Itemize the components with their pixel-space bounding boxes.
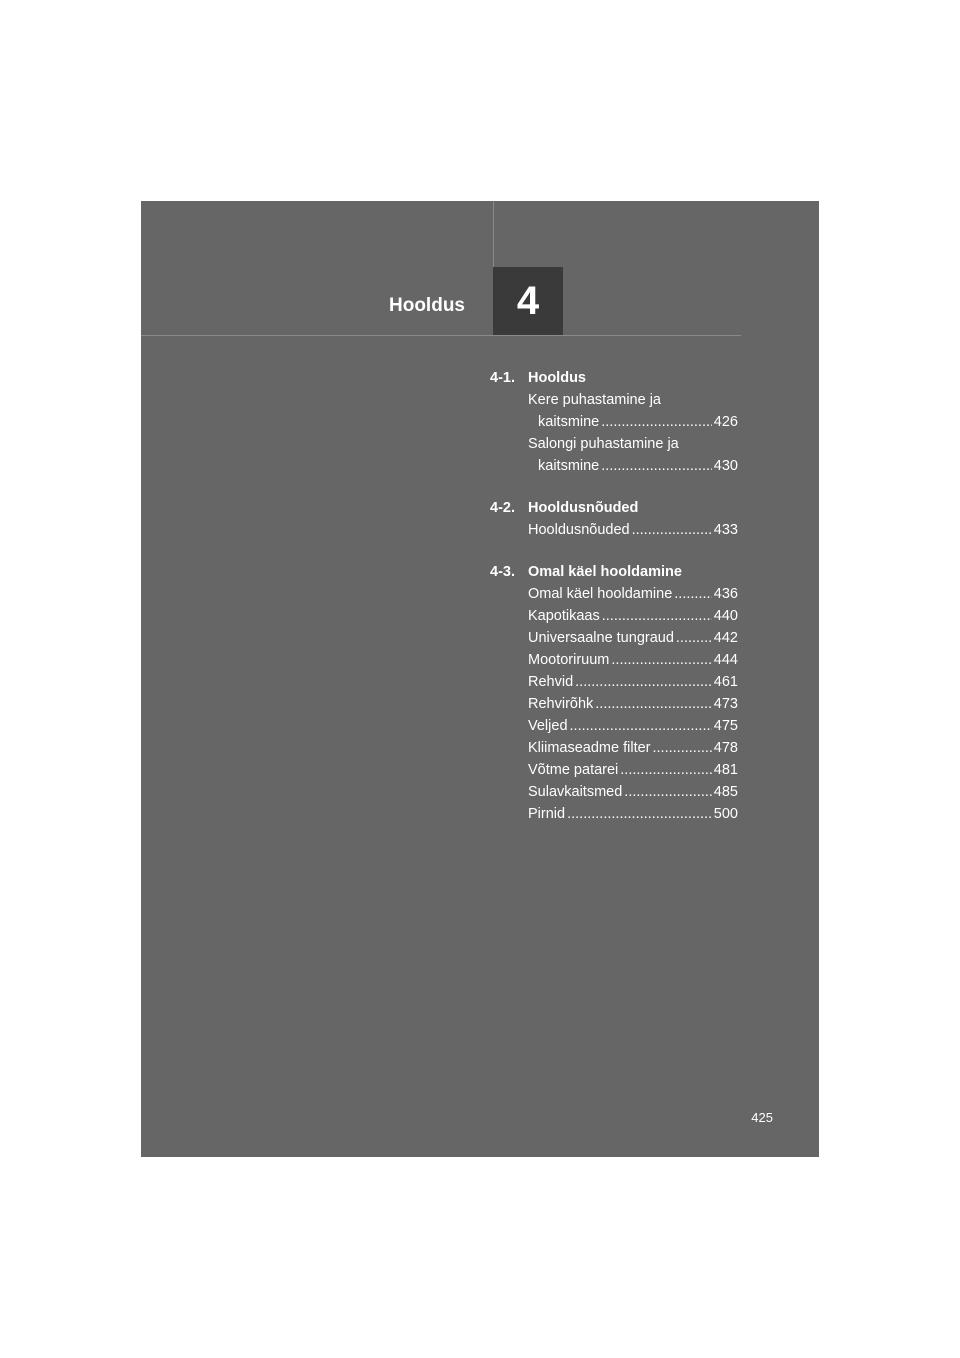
entry-page: 444 (713, 652, 738, 668)
entry-title: Universaalne tungraud (528, 630, 674, 646)
entry-title: Veljed (528, 718, 568, 734)
entry-page: 478 (713, 740, 738, 756)
entry-page: 475 (713, 718, 738, 734)
toc-section (490, 367, 738, 477)
toc-entry[interactable] (528, 715, 738, 737)
entry-title-line1: Kere puhastamine ja (528, 392, 661, 408)
entry-page: 481 (713, 762, 738, 778)
entry-page: 500 (713, 806, 738, 822)
section-heading[interactable] (490, 367, 738, 389)
entry-page: 442 (713, 630, 738, 646)
entry-page: 436 (713, 586, 738, 602)
toc-entry[interactable] (528, 803, 738, 825)
entry-title-line1: Salongi puhastamine ja (528, 436, 679, 452)
toc-entry[interactable] (528, 671, 738, 693)
toc-entry[interactable] (528, 737, 738, 759)
toc-entry[interactable] (528, 389, 738, 433)
section-number: 4-2. (490, 500, 515, 516)
section-title: Hooldusnõuded (528, 500, 639, 516)
divider-horizontal (141, 335, 741, 336)
entry-title: Sulavkaitsmed (528, 784, 623, 800)
entry-title: Mootoriruum (528, 652, 610, 668)
toc-entry[interactable] (528, 627, 738, 649)
chapter-number: 4 (516, 278, 540, 323)
section-number: 4-3. (490, 564, 515, 580)
entry-page: 433 (713, 522, 738, 538)
entry-title: Hooldusnõuded (528, 522, 630, 538)
chapter-title: Hooldus (389, 295, 465, 316)
entry-page: 440 (713, 608, 738, 624)
toc-entry[interactable] (528, 583, 738, 605)
entry-page: 461 (713, 674, 738, 690)
leader-dots (575, 674, 712, 690)
entry-title: Rehvirõhk (528, 696, 594, 712)
entry-title: kaitsmine (538, 458, 600, 474)
entry-page: 426 (713, 414, 738, 430)
toc-section (490, 561, 738, 825)
section-heading[interactable] (490, 497, 738, 519)
chapter-number-box (493, 267, 563, 335)
page-number: 425 (751, 1110, 773, 1125)
section-number: 4-1. (490, 370, 515, 386)
chapter-panel (141, 201, 819, 1157)
entry-title: Omal käel hooldamine (528, 586, 673, 602)
leader-dots (624, 784, 712, 800)
leader-dots (602, 608, 712, 624)
leader-dots (620, 762, 712, 778)
leader-dots (570, 718, 712, 734)
divider-vertical (493, 201, 494, 267)
leader-dots (676, 630, 712, 646)
entry-title: Kliimaseadme filter (528, 740, 651, 756)
entry-title: Kapotikaas (528, 608, 600, 624)
toc-entry[interactable] (528, 649, 738, 671)
leader-dots (611, 652, 711, 668)
entry-page: 430 (713, 458, 738, 474)
toc-entry[interactable] (528, 433, 738, 477)
entry-title: kaitsmine (538, 414, 600, 430)
section-heading[interactable] (490, 561, 738, 583)
leader-dots (595, 696, 712, 712)
entry-page: 473 (713, 696, 738, 712)
entry-title: Rehvid (528, 674, 574, 690)
leader-dots (601, 458, 712, 474)
toc-section (490, 497, 738, 541)
entry-title: Pirnid (528, 806, 566, 822)
section-title: Omal käel hooldamine (528, 564, 682, 580)
leader-dots (632, 522, 712, 538)
entry-page: 485 (713, 784, 738, 800)
toc-entry[interactable] (528, 519, 738, 541)
section-title: Hooldus (528, 370, 586, 386)
table-of-contents (490, 367, 738, 845)
leader-dots (567, 806, 712, 822)
toc-entry[interactable] (528, 605, 738, 627)
toc-entry[interactable] (528, 781, 738, 803)
leader-dots (674, 586, 712, 602)
leader-dots (601, 414, 712, 430)
toc-entry[interactable] (528, 759, 738, 781)
toc-entry[interactable] (528, 693, 738, 715)
leader-dots (653, 740, 712, 756)
entry-title: Võtme patarei (528, 762, 619, 778)
